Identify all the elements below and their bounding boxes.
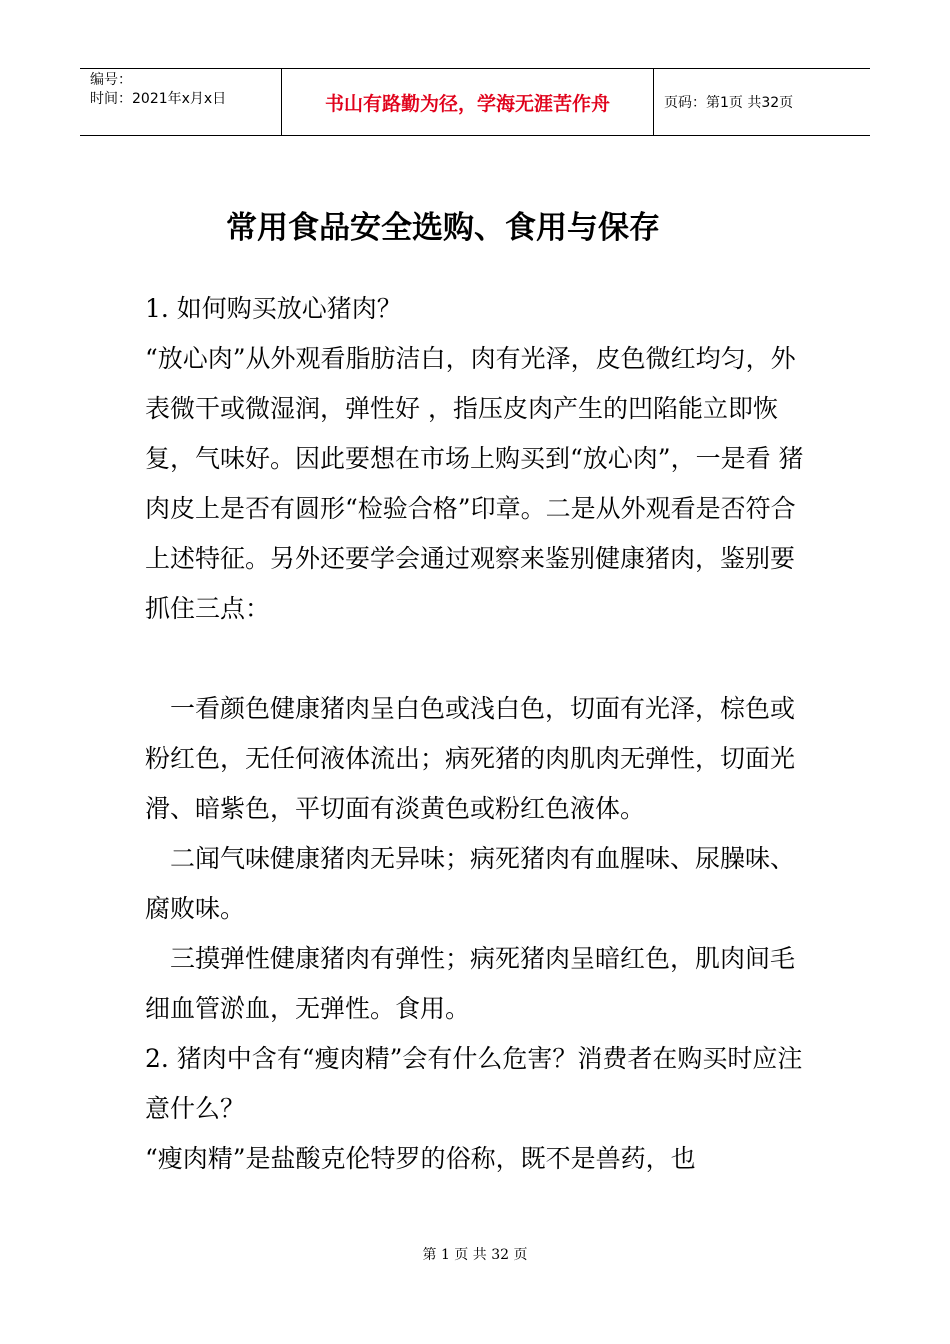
header-page-info: 页码：第1页 共32页	[664, 95, 794, 111]
body-paragraph: “放心肉”从外观看脂肪洁白，肉有光泽，皮色微红均匀，外表微干或微湿润，弹性好 ，指压皮肉产生的凹陷能立即恢复，气味好。因此要想在市场上购买到“放心肉”，一是看 猪肉皮上是否有圆形“检验合格”印章。二是从外观看是否符合上述特征。另外还要学会通过观察来鉴别健康猪肉，鉴别要抓住三点：	[145, 344, 804, 623]
number-label: 编号：	[90, 72, 132, 88]
document-title: 常用食品安全选购、食用与保存	[226, 210, 660, 246]
question-heading: 1. 如何购买放心猪肉？	[145, 294, 402, 323]
document-body	[145, 284, 810, 1184]
page-header	[80, 68, 870, 136]
time-label: 时间：2021年x月x日	[90, 91, 227, 107]
page-footer: 第 1 页 共 32 页	[422, 1247, 528, 1263]
question-heading: 2. 猪肉中含有“瘦肉精”会有什么危害？消费者在购买时应注意什么？	[145, 1044, 803, 1123]
header-meta	[80, 69, 282, 135]
body-paragraph: 一看颜色健康猪肉呈白色或浅白色，切面有光泽，棕色或粉红色，无任何液体流出；病死猪的肉肌肉无弹性，切面光滑、暗紫色，平切面有淡黄色或粉红色液体。	[145, 694, 796, 823]
header-motto: 书山有路勤为径，学海无涯苦作舟	[282, 69, 654, 135]
body-paragraph: “瘦肉精”是盐酸克伦特罗的俗称，既不是兽药，也	[145, 1144, 696, 1173]
body-paragraph: 三摸弹性健康猪肉有弹性；病死猪肉呈暗红色，肌肉间毛细血管淤血，无弹性。食用。	[145, 944, 796, 1023]
body-paragraph: 二闻气味健康猪肉无异味；病死猪肉有血腥味、尿臊味、腐败味。	[145, 844, 796, 923]
